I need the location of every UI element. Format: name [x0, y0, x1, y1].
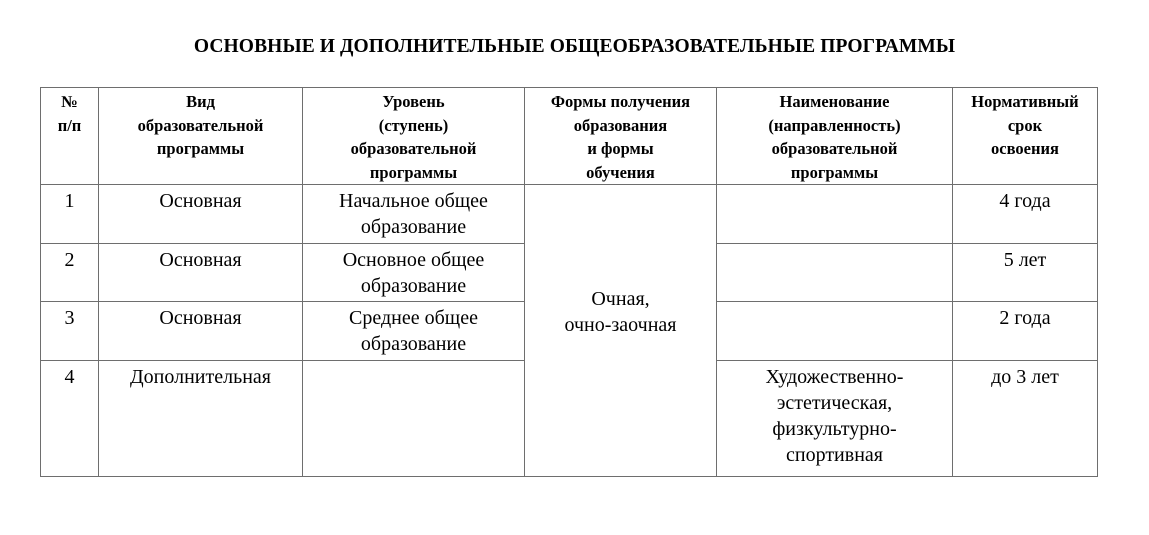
- cell-term: 4 года: [953, 185, 1098, 244]
- header-forms: [525, 88, 717, 185]
- cell-forms: [525, 185, 717, 477]
- header-line: и формы: [587, 139, 654, 158]
- cell-name: [717, 185, 953, 244]
- cell-number: 2: [41, 244, 99, 302]
- cell-line: Основное общее: [342, 249, 485, 271]
- header-term: [953, 88, 1098, 185]
- cell-line: очно-заочная: [564, 314, 677, 336]
- header-line: Уровень: [382, 92, 445, 111]
- header-number: [41, 88, 99, 185]
- header-line: программы: [369, 162, 458, 182]
- header-line: освоения: [991, 139, 1059, 158]
- header-line: Формы получения: [550, 92, 691, 111]
- header-line: Наименование: [779, 92, 890, 111]
- document-title: ОСНОВНЫЕ И ДОПОЛНИТЕЛЬНЫЕ ОБЩЕОБРАЗОВАТЕЛЬНЫЕ ПРОГРАММЫ: [193, 36, 956, 57]
- header-line: образовательной: [771, 139, 898, 158]
- header-level: [303, 88, 525, 185]
- cell-line: эстетическая,: [776, 392, 893, 414]
- header-line: (направленность): [768, 115, 901, 135]
- cell-term: 2 года: [953, 302, 1098, 361]
- cell-term: 5 лет: [953, 244, 1098, 302]
- cell-name: [717, 302, 953, 361]
- table-row: [41, 185, 1098, 244]
- cell-level: [303, 244, 525, 302]
- cell-line: Начальное общее: [339, 190, 488, 212]
- header-line: Нормативный: [971, 92, 1079, 111]
- cell-type: Основная: [99, 185, 303, 244]
- cell-line: спортивная: [786, 444, 883, 466]
- cell-line: физкультурно-: [772, 418, 897, 440]
- cell-type: Основная: [99, 244, 303, 302]
- cell-term: до 3 лет: [953, 361, 1098, 477]
- cell-level: [303, 361, 525, 477]
- cell-type: Основная: [99, 302, 303, 361]
- header-line: (ступень): [378, 115, 449, 135]
- header-line: Вид: [186, 92, 215, 111]
- cell-name: [717, 361, 953, 477]
- header-line: образовательной: [137, 115, 264, 135]
- cell-number: 1: [41, 185, 99, 244]
- programs-table: [40, 87, 1098, 477]
- cell-line: Художественно-: [765, 366, 904, 388]
- cell-line: образование: [360, 216, 467, 238]
- header-line: образования: [573, 115, 668, 135]
- header-program-type: [99, 88, 303, 185]
- header-name: [717, 88, 953, 185]
- table-header-row: [41, 88, 1098, 185]
- cell-name: [717, 244, 953, 302]
- header-line: п/п: [57, 115, 82, 135]
- cell-number: 4: [41, 361, 99, 477]
- header-line: образовательной: [350, 139, 477, 158]
- cell-type: Дополнительная: [99, 361, 303, 477]
- cell-number: 3: [41, 302, 99, 361]
- header-line: №: [61, 92, 78, 111]
- header-line: программы: [790, 162, 879, 182]
- cell-line: образование: [360, 333, 467, 355]
- cell-line: Очная,: [591, 288, 650, 310]
- cell-level: [303, 185, 525, 244]
- header-line: срок: [1007, 115, 1043, 135]
- header-line: обучения: [586, 162, 655, 182]
- cell-level: [303, 302, 525, 361]
- header-line: программы: [156, 139, 245, 158]
- cell-line: Среднее общее: [349, 307, 478, 329]
- cell-line: образование: [360, 275, 467, 297]
